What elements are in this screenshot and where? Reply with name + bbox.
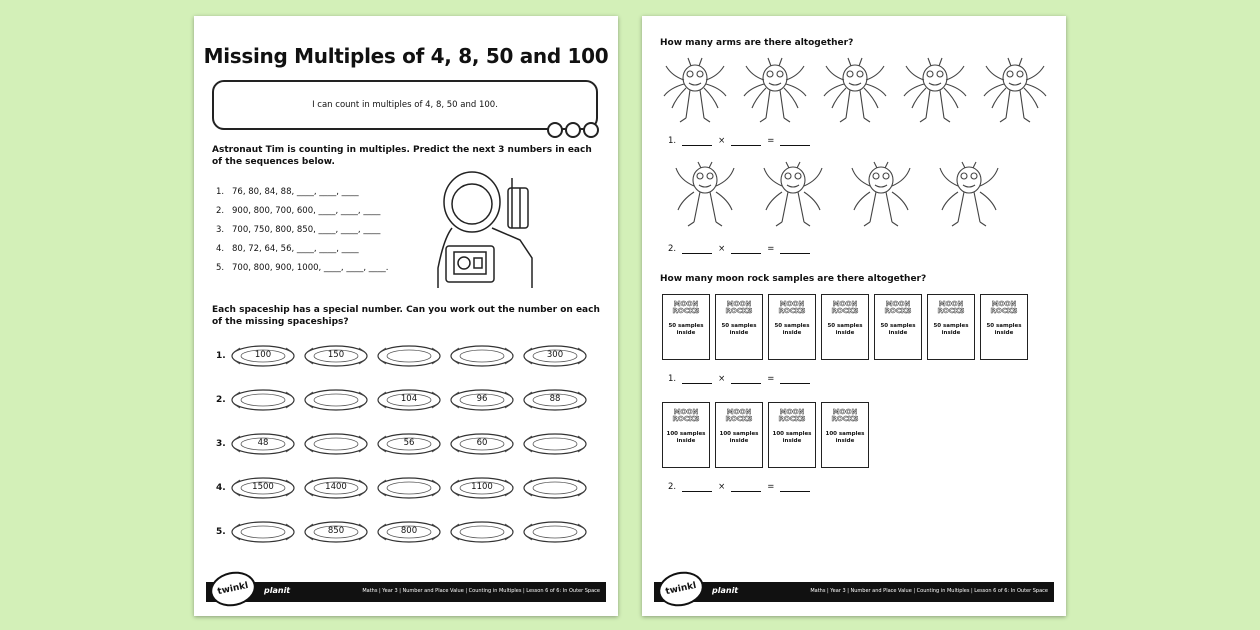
moon-rock-card	[874, 294, 922, 360]
spaceship	[522, 520, 588, 544]
thought-dots	[547, 122, 599, 138]
sequence-number: 4.	[216, 243, 225, 254]
moon-rock-label: 100 samples inside	[719, 431, 759, 444]
spaceship	[303, 388, 369, 412]
spaceship	[303, 432, 369, 456]
spaceship	[376, 476, 442, 500]
footer-text: Maths | Year 3 | Number and Place Value | Counting in Multiples | Lesson 6 of 6: In Outer Space	[362, 588, 600, 594]
moon-rock-card	[662, 294, 710, 360]
spaceship	[449, 344, 515, 368]
spaceship	[522, 432, 588, 456]
sequence-number: 3.	[216, 224, 225, 235]
moon-rock-label: 100 samples inside	[772, 431, 812, 444]
alien-illustration	[848, 160, 914, 234]
spaceship	[449, 476, 515, 500]
sequence-number: 5.	[216, 262, 225, 273]
spaceship-value: 60	[476, 438, 488, 448]
spaceship	[522, 344, 588, 368]
spaceship-value: 800	[400, 526, 418, 536]
planit-brand: planit	[264, 586, 291, 595]
moon-rock-label: 100 samples inside	[825, 431, 865, 444]
alien-illustration	[662, 56, 728, 130]
sequence-text: 900, 800, 700, 600, ____, ____, ____	[232, 205, 381, 216]
moon-rock-card	[768, 294, 816, 360]
worksheet-page-1	[194, 16, 618, 616]
moon-rock-label: 50 samples inside	[933, 323, 969, 336]
times-sign: ×	[718, 136, 726, 146]
times-sign: ×	[718, 244, 726, 254]
spaceship	[449, 432, 515, 456]
moon-rock-label: 50 samples inside	[880, 323, 916, 336]
moon-rock-card	[715, 402, 763, 468]
spaceship-value: 96	[476, 394, 488, 404]
sequence-item	[216, 182, 388, 201]
moon-rock-label: 50 samples inside	[774, 323, 810, 336]
spaceship	[303, 344, 369, 368]
equation-line	[668, 136, 810, 146]
moon-rock-card	[980, 294, 1028, 360]
moon-rock-label: 50 samples inside	[668, 323, 704, 336]
spaceship-value: 104	[400, 394, 418, 404]
equation-line	[668, 244, 810, 254]
moon-rock-card	[768, 402, 816, 468]
spaceship	[303, 476, 369, 500]
spaceship	[303, 520, 369, 544]
objective-text: I can count in multiples of 4, 8, 50 and 100.	[312, 100, 498, 110]
alien-illustration	[672, 160, 738, 234]
sequence-text: 80, 72, 64, 56, ____, ____, ____	[232, 243, 359, 254]
worksheet-page-2	[642, 16, 1066, 616]
spaceship	[449, 520, 515, 544]
spaceship-row-number: 5.	[216, 527, 226, 537]
moon-rock-title: MOON ROCKS	[672, 408, 700, 423]
alien-illustration	[902, 56, 968, 130]
spaceship	[230, 476, 296, 500]
moon-rock-title: MOON ROCKS	[990, 300, 1018, 315]
equals-sign: =	[767, 136, 775, 146]
spaceship-row-number: 2.	[216, 395, 226, 405]
rocks-question: How many moon rock samples are there altogether?	[660, 274, 927, 284]
equation-line	[668, 482, 810, 492]
spaceship	[449, 388, 515, 412]
sequence-item	[216, 201, 388, 220]
page-title: Missing Multiples of 4, 8, 50 and 100	[203, 44, 609, 68]
sequence-number: 2.	[216, 205, 225, 216]
sequence-instruction: Astronaut Tim is counting in multiples. Predict the next 3 numbers in each of the sequences below.	[212, 145, 592, 167]
moon-rock-label: 50 samples inside	[986, 323, 1022, 336]
spaceship-row-number: 3.	[216, 439, 226, 449]
spaceship-value: 1400	[325, 482, 347, 492]
equation-number: 1.	[668, 374, 677, 384]
spaceship-value: 300	[546, 350, 564, 360]
moon-rock-label: 50 samples inside	[827, 323, 863, 336]
sequence-item	[216, 239, 388, 258]
spaceship	[230, 388, 296, 412]
times-sign: ×	[718, 374, 726, 384]
moon-rock-title: MOON ROCKS	[778, 300, 806, 315]
spaceship-instruction: Each spaceship has a special number. Can you work out the number on each of the missing spaceships?	[212, 305, 600, 327]
spaceship	[230, 344, 296, 368]
sequence-list	[216, 182, 388, 277]
planit-brand: planit	[712, 586, 739, 595]
spaceship	[376, 388, 442, 412]
equals-sign: =	[767, 244, 775, 254]
spaceship-row	[216, 334, 595, 378]
equation-number: 1.	[668, 136, 677, 146]
spaceship-value: 56	[403, 438, 415, 448]
footer-bar	[206, 582, 606, 602]
moon-rock-title: MOON ROCKS	[778, 408, 806, 423]
spaceship-grid	[216, 334, 595, 554]
spaceship-value: 48	[257, 438, 269, 448]
spaceship	[376, 520, 442, 544]
sequence-text: 76, 80, 84, 88, ____, ____, ____	[232, 186, 359, 197]
moon-rock-label: 50 samples inside	[721, 323, 757, 336]
equals-sign: =	[767, 482, 775, 492]
moon-rock-title: MOON ROCKS	[937, 300, 965, 315]
moon-rock-label: 100 samples inside	[666, 431, 706, 444]
footer-text: Maths | Year 3 | Number and Place Value | Counting in Multiples | Lesson 6 of 6: In Outer Space	[810, 588, 1048, 594]
rock-row-50	[662, 294, 1028, 360]
twinkl-logo: twinkl	[655, 568, 707, 611]
sequence-text: 700, 750, 800, 850, ____, ____, ____	[232, 224, 381, 235]
equation-line	[668, 374, 810, 384]
alien-illustration	[936, 160, 1002, 234]
spaceship-row-number: 4.	[216, 483, 226, 493]
spaceship-value: 150	[327, 350, 345, 360]
spaceship-row	[216, 510, 595, 554]
spaceship-row-number: 1.	[216, 351, 226, 361]
arms-question: How many arms are there altogether?	[660, 38, 854, 48]
spaceship	[522, 388, 588, 412]
alien-illustration	[822, 56, 888, 130]
spaceship-row	[216, 422, 595, 466]
spaceship-value: 100	[254, 350, 272, 360]
sequence-text: 700, 800, 900, 1000, ____, ____, ____.	[232, 262, 389, 273]
spaceship	[230, 432, 296, 456]
sequence-number: 1.	[216, 186, 225, 197]
moon-rock-card	[715, 294, 763, 360]
spaceship-value: 850	[327, 526, 345, 536]
objective-box	[212, 80, 598, 130]
moon-rock-title: MOON ROCKS	[831, 300, 859, 315]
spaceship-value: 1100	[471, 482, 493, 492]
twinkl-logo: twinkl	[207, 568, 259, 611]
moon-rock-card	[821, 294, 869, 360]
moon-rock-title: MOON ROCKS	[672, 300, 700, 315]
astronaut-illustration	[424, 168, 544, 288]
spaceship	[376, 344, 442, 368]
moon-rock-card	[927, 294, 975, 360]
spaceship-value: 88	[549, 394, 561, 404]
alien-illustration	[742, 56, 808, 130]
equation-number: 2.	[668, 244, 677, 254]
moon-rock-card	[821, 402, 869, 468]
sequence-item	[216, 258, 388, 277]
spaceship-row	[216, 466, 595, 510]
alien-row-1	[662, 56, 1048, 130]
spaceship	[522, 476, 588, 500]
alien-illustration	[760, 160, 826, 234]
moon-rock-title: MOON ROCKS	[725, 300, 753, 315]
footer-bar	[654, 582, 1054, 602]
alien-row-2	[672, 160, 1002, 234]
sequence-item	[216, 220, 388, 239]
spaceship	[376, 432, 442, 456]
equation-number: 2.	[668, 482, 677, 492]
spaceship-value: 1500	[252, 482, 274, 492]
moon-rock-title: MOON ROCKS	[831, 408, 859, 423]
alien-illustration	[982, 56, 1048, 130]
moon-rock-title: MOON ROCKS	[725, 408, 753, 423]
times-sign: ×	[718, 482, 726, 492]
moon-rock-card	[662, 402, 710, 468]
spaceship-row	[216, 378, 595, 422]
moon-rock-title: MOON ROCKS	[884, 300, 912, 315]
rock-row-100	[662, 402, 869, 468]
equals-sign: =	[767, 374, 775, 384]
spaceship	[230, 520, 296, 544]
